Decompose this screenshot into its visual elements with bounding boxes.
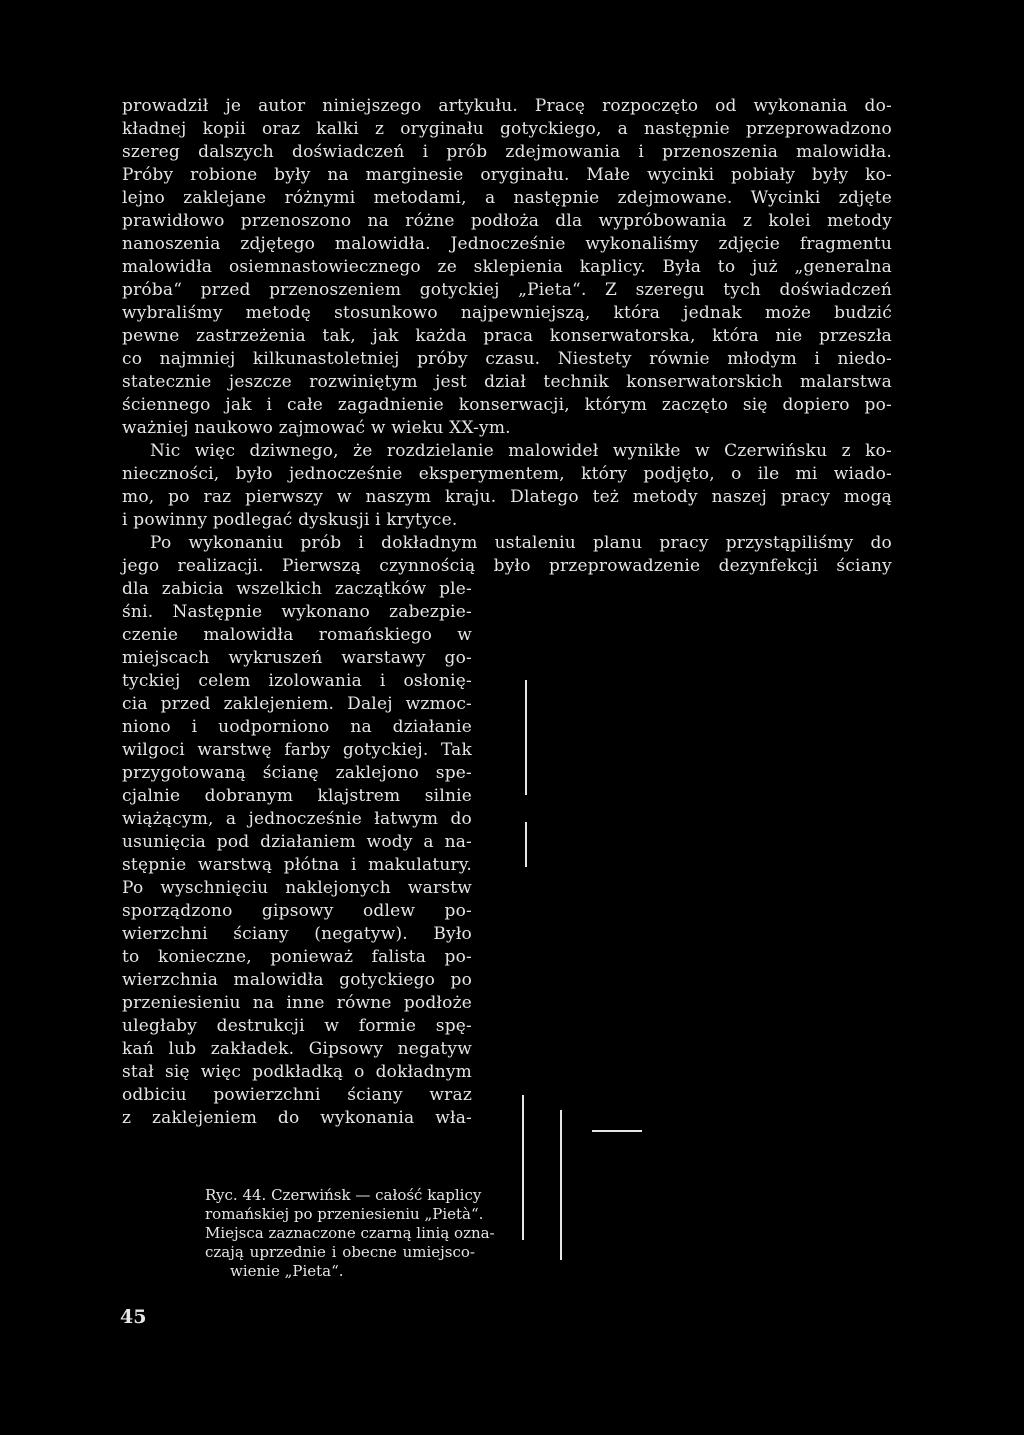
- text-line: ściennego jak i całe zagadnienie konserwacji, którym zaczęto się dopiero po-: [122, 395, 892, 415]
- text-line: cia przed zaklejeniem. Dalej wzmoc-: [122, 694, 472, 714]
- figure-line: [522, 1095, 524, 1240]
- text-line: cjalnie dobranym klajstrem silnie: [122, 786, 472, 806]
- figure-line: [560, 1110, 562, 1260]
- text-line: wierzchnia malowidła gotyckiego po: [122, 970, 472, 990]
- text-line: stał się więc podkładką o dokładnym: [122, 1062, 472, 1082]
- text-line: Nic więc dziwnego, że rozdzielanie malowideł wynikłe w Czerwińsku z ko-: [150, 441, 892, 461]
- text-line: szereg dalszych doświadczeń i prób zdejmowania i przenoszenia malowidła.: [122, 142, 892, 162]
- text-line: wybraliśmy metodę stosunkowo najpewniejszą, która jednak może budzić: [122, 303, 892, 323]
- caption-line: Miejsca zaznaczone czarną linią ozna-: [205, 1224, 495, 1242]
- text-line: próba“ przed przenoszeniem gotyckiej „Pieta“. Z szeregu tych doświadczeń: [122, 280, 892, 300]
- text-line: prawidłowo przenoszono na różne podłoża dla wypróbowania z kolei metody: [122, 211, 892, 231]
- text-line: miejscach wykruszeń warstawy go-: [122, 648, 472, 668]
- caption-line: wienie „Pieta“.: [230, 1262, 344, 1280]
- text-line: nieczności, było jednocześnie eksperymentem, który podjęto, o ile mi wiado-: [122, 464, 892, 484]
- text-line: i powinny podlegać dyskusji i krytyce.: [122, 510, 458, 530]
- caption-line: czają uprzednie i obecne umiejsco-: [205, 1243, 475, 1261]
- page-number: 45: [120, 1306, 147, 1328]
- text-line: prowadził je autor niniejszego artykułu. Pracę rozpoczęto od wykonania do-: [122, 96, 892, 116]
- text-line: sporządzono gipsowy odlew po-: [122, 901, 472, 921]
- text-line: mo, po raz pierwszy w naszym kraju. Dlatego też metody naszej pracy mogą: [122, 487, 892, 507]
- text-line: wilgoci warstwę farby gotyckiej. Tak: [122, 740, 472, 760]
- text-line: tyckiej celem izolowania i osłonię-: [122, 671, 472, 691]
- text-line: stępnie warstwą płótna i makulatury.: [122, 855, 472, 875]
- text-line: ważniej naukowo zajmować w wieku XX-ym.: [122, 418, 511, 438]
- text-line: statecznie jeszcze rozwiniętym jest dział technik konserwatorskich malarstwa: [122, 372, 892, 392]
- text-line: niono i uodporniono na działanie: [122, 717, 472, 737]
- text-line: przygotowaną ścianę zaklejono spe-: [122, 763, 472, 783]
- text-line: Po wykonaniu prób i dokładnym ustaleniu planu pracy przystąpiliśmy do: [150, 533, 892, 553]
- text-line: nanoszenia zdjętego malowidła. Jednocześnie wykonaliśmy zdjęcie fragmentu: [122, 234, 892, 254]
- caption-line: romańskiej po przeniesieniu „Pietà“.: [205, 1205, 484, 1223]
- caption-line: Ryc. 44. Czerwińsk — całość kaplicy: [205, 1186, 482, 1204]
- text-line: wiążącym, a jednocześnie łatwym do: [122, 809, 472, 829]
- text-line: wierzchni ściany (negatyw). Było: [122, 924, 472, 944]
- text-line: co najmniej kilkunastoletniej próby czasu. Niestety równie młodym i niedo-: [122, 349, 892, 369]
- text-line: lejno zaklejane różnymi metodami, a następnie zdejmowane. Wycinki zdjęte: [122, 188, 892, 208]
- text-line: to konieczne, ponieważ falista po-: [122, 947, 472, 967]
- text-line: kładnej kopii oraz kalki z oryginału gotyckiego, a następnie przeprowadzono: [122, 119, 892, 139]
- figure-line: [525, 680, 527, 795]
- text-line: kań lub zakładek. Gipsowy negatyw: [122, 1039, 472, 1059]
- text-line: śni. Następnie wykonano zabezpie-: [122, 602, 472, 622]
- figure-line: [592, 1130, 642, 1132]
- text-line: usunięcia pod działaniem wody a na-: [122, 832, 472, 852]
- text-line: odbiciu powierzchni ściany wraz: [122, 1085, 472, 1105]
- text-line: czenie malowidła romańskiego w: [122, 625, 472, 645]
- text-line: malowidła osiemnastowiecznego ze sklepienia kaplicy. Była to już „generalna: [122, 257, 892, 277]
- text-line: uległaby destrukcji w formie spę-: [122, 1016, 472, 1036]
- text-line: jego realizacji. Pierwszą czynnością było przeprowadzenie dezynfekcji ściany: [122, 556, 892, 576]
- text-line: Po wyschnięciu naklejonych warstw: [122, 878, 472, 898]
- text-line: pewne zastrzeżenia tak, jak każda praca konserwatorska, która nie przeszła: [122, 326, 892, 346]
- text-line: Próby robione były na marginesie oryginału. Małe wycinki pobiały były ko-: [122, 165, 892, 185]
- text-line: dla zabicia wszelkich zaczątków ple-: [122, 579, 472, 599]
- text-line: z zaklejeniem do wykonania wła-: [122, 1108, 472, 1128]
- figure-line: [525, 822, 527, 867]
- text-line: przeniesieniu na inne równe podłoże: [122, 993, 472, 1013]
